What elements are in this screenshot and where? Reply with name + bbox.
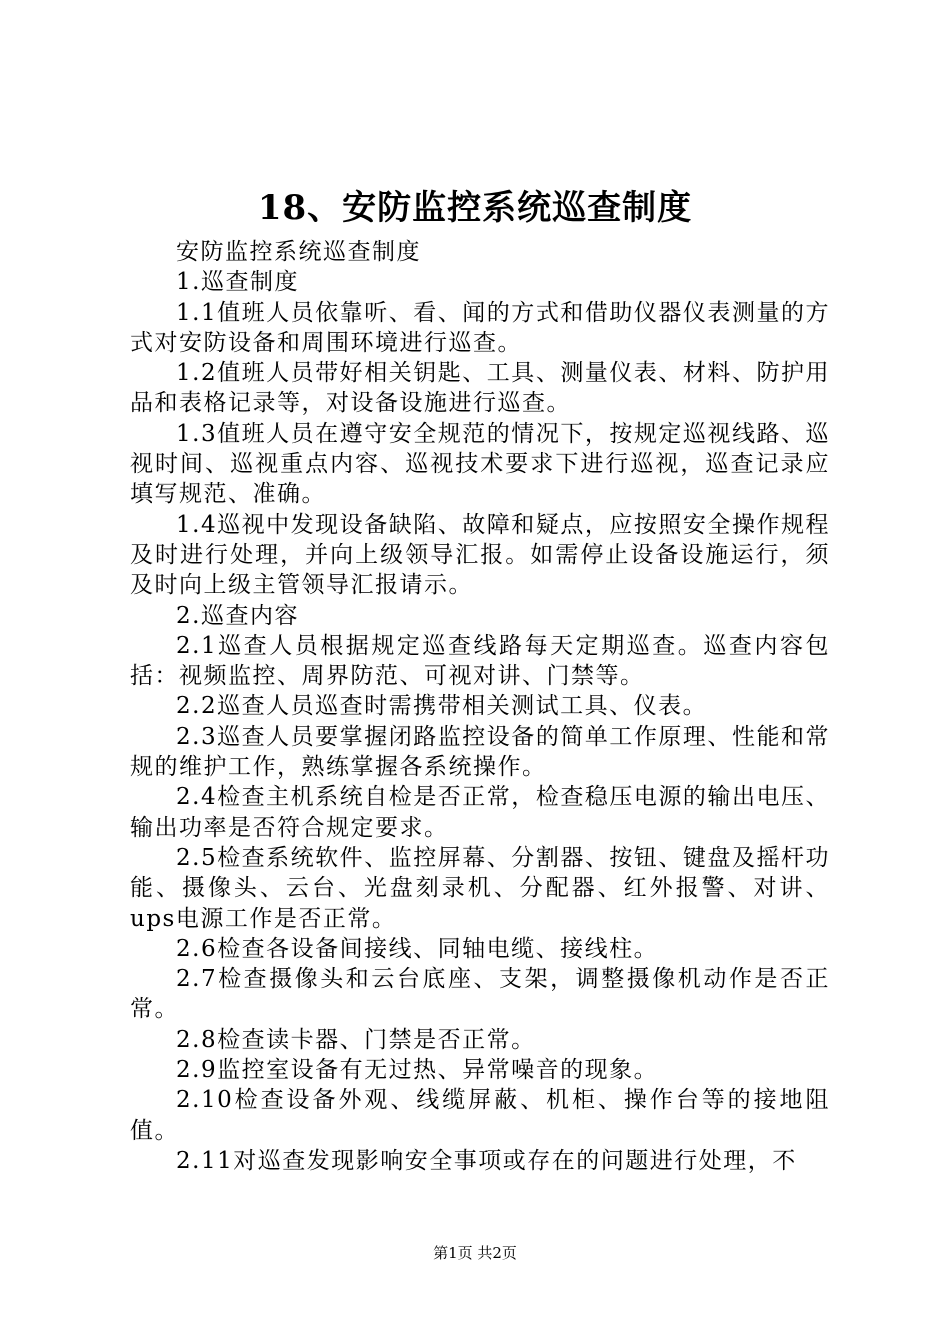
paragraph: 2.2巡查人员巡查时需携带相关测试工具、仪表。 [176, 693, 708, 720]
paragraph: 2.7检查摄像头和云台底座、支架，调整摄像机动作是否正常。 [130, 966, 830, 1023]
paragraph: 1.3值班人员在遵守安全规范的情况下，按规定巡视线路、巡视时间、巡视重点内容、巡视技术要求下进行巡视，巡查记录应填写规范、准确。 [130, 420, 830, 508]
paragraph: 1.1值班人员依靠听、看、闻的方式和借助仪器仪表测量的方式对安防设备和周围环境进行巡查。 [130, 299, 830, 356]
paragraph: 2.4检查主机系统自检是否正常，检查稳压电源的输出电压、输出功率是否符合规定要求。 [130, 784, 830, 841]
paragraph: 2.9监控室设备有无过热、异常噪音的现象。 [176, 1057, 659, 1084]
paragraph: 2.5检查系统软件、监控屏幕、分割器、按钮、键盘及摇杆功能、摄像头、云台、光盘刻录机、分配器、红外报警、对讲、ups电源工作是否正常。 [130, 844, 830, 932]
paragraph: 2.10检查设备外观、线缆屏蔽、机柜、操作台等的接地阻值。 [130, 1087, 830, 1144]
paragraph: 2.6检查各设备间接线、同轴电缆、接线柱。 [176, 935, 659, 962]
paragraph: 2.8检查读卡器、门禁是否正常。 [176, 1026, 536, 1053]
paragraph: 2.3巡查人员要掌握闭路监控设备的简单工作原理、性能和常规的维护工作，熟练掌握各系统操作。 [130, 723, 830, 781]
paragraph: 安防监控系统巡查制度 [176, 239, 421, 265]
section-heading: 2.巡查内容 [176, 602, 299, 629]
paragraph: 1.2值班人员带好相关钥匙、工具、测量仪表、材料、防护用品和表格记录等，对设备设施进行巡查。 [130, 360, 830, 417]
paragraph: 2.11对巡查发现影响安全事项或存在的问题进行处理，不 [176, 1147, 797, 1174]
page-footer: 第1页 共2页 [433, 1244, 517, 1262]
paragraph: 2.1巡查人员根据规定巡查线路每天定期巡查。巡查内容包括：视频监控、周界防范、可视对讲、门禁等。 [130, 632, 830, 690]
section-heading: 1.巡查制度 [176, 269, 299, 296]
document-title: 18、安防监控系统巡查制度 [257, 188, 693, 228]
document-body [130, 237, 830, 1176]
paragraph: 1.4巡视中发现设备缺陷、故障和疑点，应按照安全操作规程及时进行处理，并向上级领导汇报。如需停止设备设施运行，须及时向上级主管领导汇报请示。 [130, 511, 830, 599]
